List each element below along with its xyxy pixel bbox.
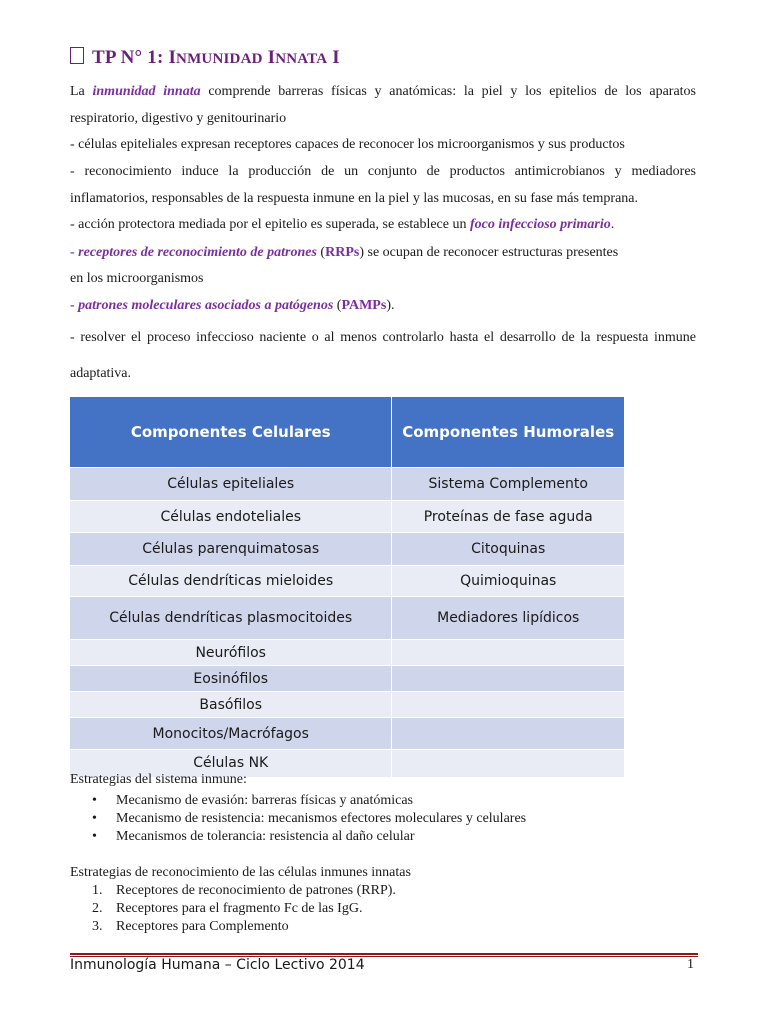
table-row: Neurófilos <box>70 640 625 666</box>
line-4b: en los microorganismos <box>70 271 204 286</box>
term-rrp: receptores de reconocimiento de patrones <box>78 245 317 260</box>
footer-rule <box>70 953 698 955</box>
list-item: • Mecanismo de evasión: barreras físicas y anatómicas <box>92 792 526 810</box>
header-humorales: Componentes Humorales <box>392 397 625 468</box>
table-row: Células dendríticas plasmocitoides Mediadores lipídicos <box>70 597 625 640</box>
table-row: Células endoteliales Proteínas de fase aguda <box>70 501 625 533</box>
term-pamp: patrones moleculares asociados a patógenos <box>78 298 334 313</box>
table-row: Células NK <box>70 750 625 777</box>
table-row: Basófilos <box>70 692 625 718</box>
term-inmunidad-innata: inmunidad innata <box>92 84 201 99</box>
components-table <box>70 397 625 777</box>
list-item: 3. Receptores para Complemento <box>92 919 289 934</box>
table-row: Células parenquimatosas Citoquinas <box>70 533 625 566</box>
recognition-heading: Estrategias de reconocimiento de las células inmunes innatas <box>70 865 411 880</box>
list-item: 2. Receptores para el fragmento Fc de las IgG. <box>92 901 363 916</box>
line-3: - acción protectora mediada por el epitelio es superada, se establece un foco infeccioso primario. <box>70 217 615 232</box>
recognition-list <box>92 882 396 936</box>
line-5: - patrones moleculares asociados a patógenos (PAMPs). <box>70 298 395 313</box>
line-6: - resolver el proceso infeccioso naciente o al menos controlarlo hasta el desarrollo de la respuesta inmune adaptativa. <box>70 330 696 381</box>
list-item: • Mecanismos de tolerancia: resistencia al daño celular <box>92 828 526 846</box>
line-4: - receptores de reconocimiento de patrones (RRPs) se ocupan de reconocer estructuras presentes <box>70 245 619 260</box>
table-row: Eosinófilos <box>70 666 625 692</box>
line-2: - reconocimiento induce la producción de un conjunto de productos antimicrobianos y mediadores inflamatorios, responsables de la respuesta inmune en la piel y las mucosas, en su fase más temprana. <box>70 164 696 206</box>
list-item: 1. Receptores de reconocimiento de patrones (RRP). <box>92 883 396 898</box>
strategies-list <box>92 792 526 846</box>
header-celulares: Componentes Celulares <box>70 397 392 468</box>
intro-paragraph: La inmunidad innata comprende barreras físicas y anatómicas: la piel y los epitelios de los aparatos respiratorio, digestivo y genitourinario <box>70 84 696 126</box>
list-item: • Mecanismo de resistencia: mecanismos efectores moleculares y celulares <box>92 810 526 828</box>
table-row: Células epiteliales Sistema Complemento <box>70 468 625 501</box>
page-number: 1 <box>687 957 694 972</box>
table-row: Células dendríticas mieloides Quimioquinas <box>70 566 625 597</box>
table-row: Monocitos/Macrófagos <box>70 718 625 750</box>
strategies-heading: Estrategias del sistema inmune: <box>70 772 247 787</box>
footer <box>70 957 696 973</box>
checkbox-glyph-icon <box>70 47 84 64</box>
footer-text: Inmunología Humana – Ciclo Lectivo 2014 <box>70 957 365 973</box>
line-1: - células epiteliales expresan receptores capaces de reconocer los microorganismos y sus productos <box>70 137 625 152</box>
term-foco-infeccioso: foco infeccioso primario <box>469 217 611 232</box>
page-title: TP N° 1: INMUNIDAD INNATA I <box>70 47 340 69</box>
